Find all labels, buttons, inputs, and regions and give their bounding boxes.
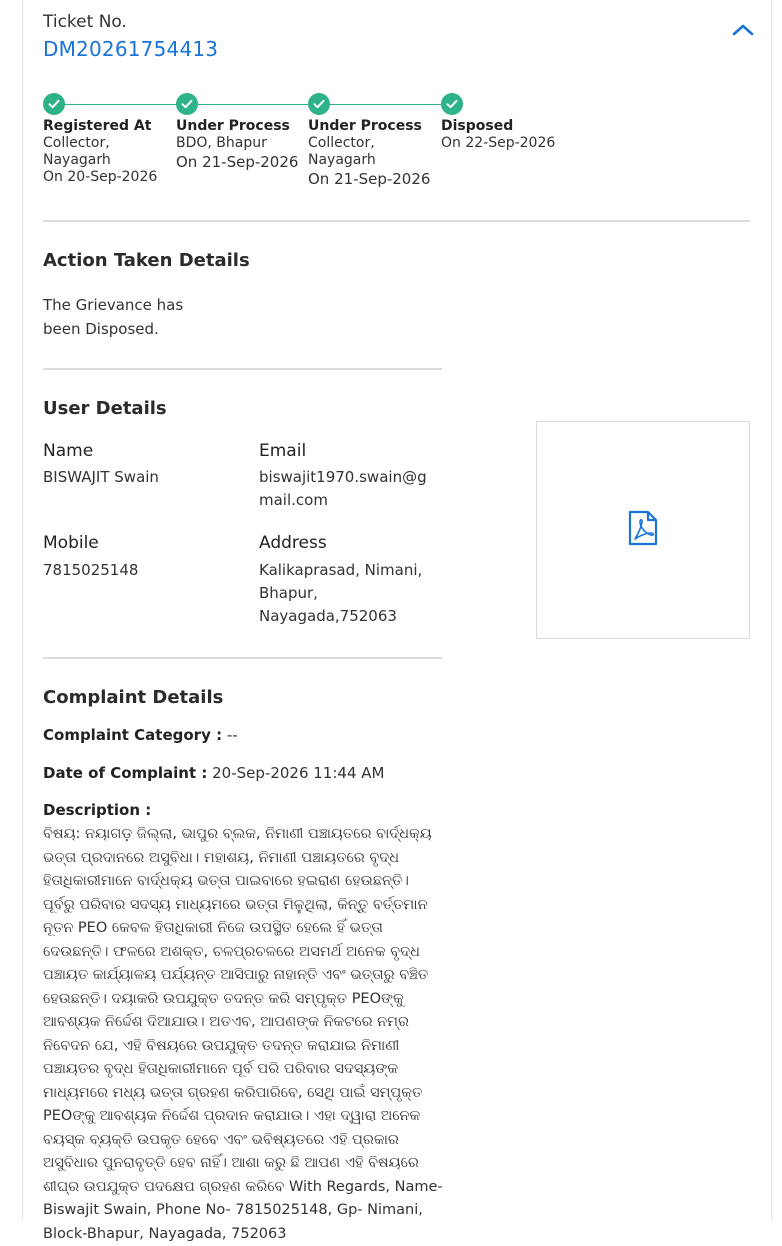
check-circle-icon xyxy=(43,93,65,115)
attachment-pdf[interactable] xyxy=(536,421,750,639)
section-title-user-details: User Details xyxy=(43,398,167,419)
section-title-action-taken: Action Taken Details xyxy=(43,250,250,271)
ticket-label: Ticket No. xyxy=(43,12,127,32)
timeline-step-title: Registered At xyxy=(43,118,152,134)
timeline-step-date: On 21-Sep-2026 xyxy=(176,153,299,171)
mobile-label: Mobile xyxy=(43,533,99,553)
email-label: Email xyxy=(259,441,307,461)
section-title-complaint-details: Complaint Details xyxy=(43,687,224,708)
timeline-step-place: Collector, Nayagarh xyxy=(43,135,111,168)
check-circle-icon xyxy=(308,93,330,115)
ticket-number: DM20261754413 xyxy=(43,37,219,61)
timeline-step-title: Under Process xyxy=(176,118,290,134)
complaint-category-label: Complaint Category : xyxy=(43,726,223,744)
description-label: Description : xyxy=(43,801,152,819)
timeline-step-place: BDO, Bhapur xyxy=(176,135,267,151)
pdf-icon xyxy=(627,510,659,550)
timeline-step-date: On 20-Sep-2026 xyxy=(43,169,158,185)
complaint-description: ବିଷୟ: ନୟାଗଡ଼ ଜିଲ୍ଲା, ଭାପୁର ବ୍ଲକ, ନିମାଣୀ ପଞ୍ଚାୟତରେ ବାର୍ଦ୍ଧକ୍ୟ ଭତ୍ତା ପ୍ରଦାନରେ ଅସୁବିଧା। ମହାଶୟ, ନିମାଣୀ ପଞ୍ଚାୟତରେ ବୃଦ୍ଧ ହିତାଧିକାରୀମାନେ ବାର୍ଦ୍ଧକ୍ୟ ଭତ୍ତା ପାଇବାରେ ହଇରାଣ ହେଉଛନ୍ତି। ପୂର୍ବରୁ ପରିବାର ସଦସ୍ୟ ମାଧ୍ୟମରେ ଭତ୍ତା ମିଳୁଥିଲା, କିନ୍ତୁ ବର୍ତ୍ତମାନ ନୂତନ PEO କେବଳ ହିତାଧିକାରୀ ନିଜେ ଉପସ୍ଥିତ ହେଲେ ହିଁ ଭତ୍ତା ଦେଉଛନ୍ତି। ଫଳରେ ଅଶକ୍ତ, ଚଳପ୍ରଚଳରେ ଅସମର୍ଥ ଅନେକ ବୃଦ୍ଧ ପଞ୍ଚାୟତ କାର୍ଯ୍ୟାଳୟ ପର୍ଯ୍ୟନ୍ତ ଆସିପାରୁ ନାହାନ୍ତି ଏବଂ ଭତ୍ତାରୁ ବଞ୍ଚିତ ହେଉଛନ୍ତି। ଦୟାକରି ଉପଯୁକ୍ତ ତଦନ୍ତ କରି ସମ୍ପୃକ୍ତ PEOଙ୍କୁ ଆବଶ୍ୟକ ନିର୍ଦ୍ଦେଶ ଦିଆଯାଉ। ଅତଏବ, ଆପଣଙ୍କ ନିକଟରେ ନମ୍ର ନିବେଦନ ଯେ, ଏହି ବିଷୟରେ ଉପଯୁକ୍ତ ତଦନ୍ତ କରାଯାଇ ନିମାଣୀ ପଞ୍ଚାୟତର ବୃଦ୍ଧ ହିତାଧିକାରୀମାନେ ପୂର୍ବ ପରି ପରିବାର ସଦସ୍ୟଙ୍କ ମାଧ୍ୟମରେ ମଧ୍ୟ ଭତ୍ତା ଗ୍ରହଣ କରିପାରିବେ, ସେଥି ପାଇଁ ସମ୍ପୃକ୍ତ PEOଙ୍କୁ ଆବଶ୍ୟକ ନିର୍ଦ୍ଦେଶ ପ୍ରଦାନ କରାଯାଉ। ଏହା ଦ୍ୱାରା ଅନେକ ବୟସ୍କ ବ୍ୟକ୍ତି ଉପକୃତ ହେବେ ଏବଂ ଭବିଷ୍ୟତରେ ଏହି ପ୍ରକାର ଅସୁବିଧାର ପୁନରାବୃତ୍ତି ହେବ ନାହିଁ। ଆଶା କରୁ ଛି ଆପଣ ଏହି ବିଷୟରେ ଶୀଘ୍ର ଉପଯୁକ୍ତ ପଦକ୍ଷେପ ଗ୍ରହଣ କରିବେ With Regards, Name- Biswajit Swain, Phone No- 7815025148, Gp- Nimani, Block-Bhapur, Nayagada, 752063 xyxy=(43,826,443,1242)
complaint-category-value: -- xyxy=(226,726,238,744)
name-value: BISWAJIT Swain xyxy=(43,468,159,486)
timeline-step xyxy=(441,118,581,152)
timeline-track xyxy=(54,104,452,105)
timeline-step-title: Disposed xyxy=(441,118,514,134)
name-label: Name xyxy=(43,441,94,461)
timeline-step xyxy=(308,118,436,189)
divider xyxy=(43,368,442,370)
timeline-step-title: Under Process xyxy=(308,118,422,134)
timeline-step-date: On 21-Sep-2026 xyxy=(308,170,431,188)
timeline-step-date: On 22-Sep-2026 xyxy=(441,135,556,151)
divider xyxy=(43,657,442,659)
collapse-chevron-up-icon[interactable] xyxy=(731,18,755,42)
mobile-value: 7815025148 xyxy=(43,561,139,579)
email-value: biswajit1970.swain@gmail.com xyxy=(259,468,427,509)
complaint-date-label: Date of Complaint : xyxy=(43,764,208,782)
check-circle-icon xyxy=(176,93,198,115)
check-circle-icon xyxy=(441,93,463,115)
complaint-category-row xyxy=(43,726,238,744)
timeline-step-place: Collector, Nayagarh xyxy=(308,135,376,168)
complaint-date-row xyxy=(43,764,384,782)
divider xyxy=(43,220,750,222)
address-value: Kalikaprasad, Nimani, Bhapur, Nayagada,752063 xyxy=(259,561,423,625)
action-taken-text: The Grievance has been Disposed. xyxy=(43,296,184,338)
complaint-date-value: 20-Sep-2026 11:44 AM xyxy=(212,764,385,782)
timeline-step xyxy=(43,118,163,186)
address-label: Address xyxy=(259,533,327,553)
description-label-row xyxy=(43,801,151,819)
timeline-step xyxy=(176,118,304,172)
